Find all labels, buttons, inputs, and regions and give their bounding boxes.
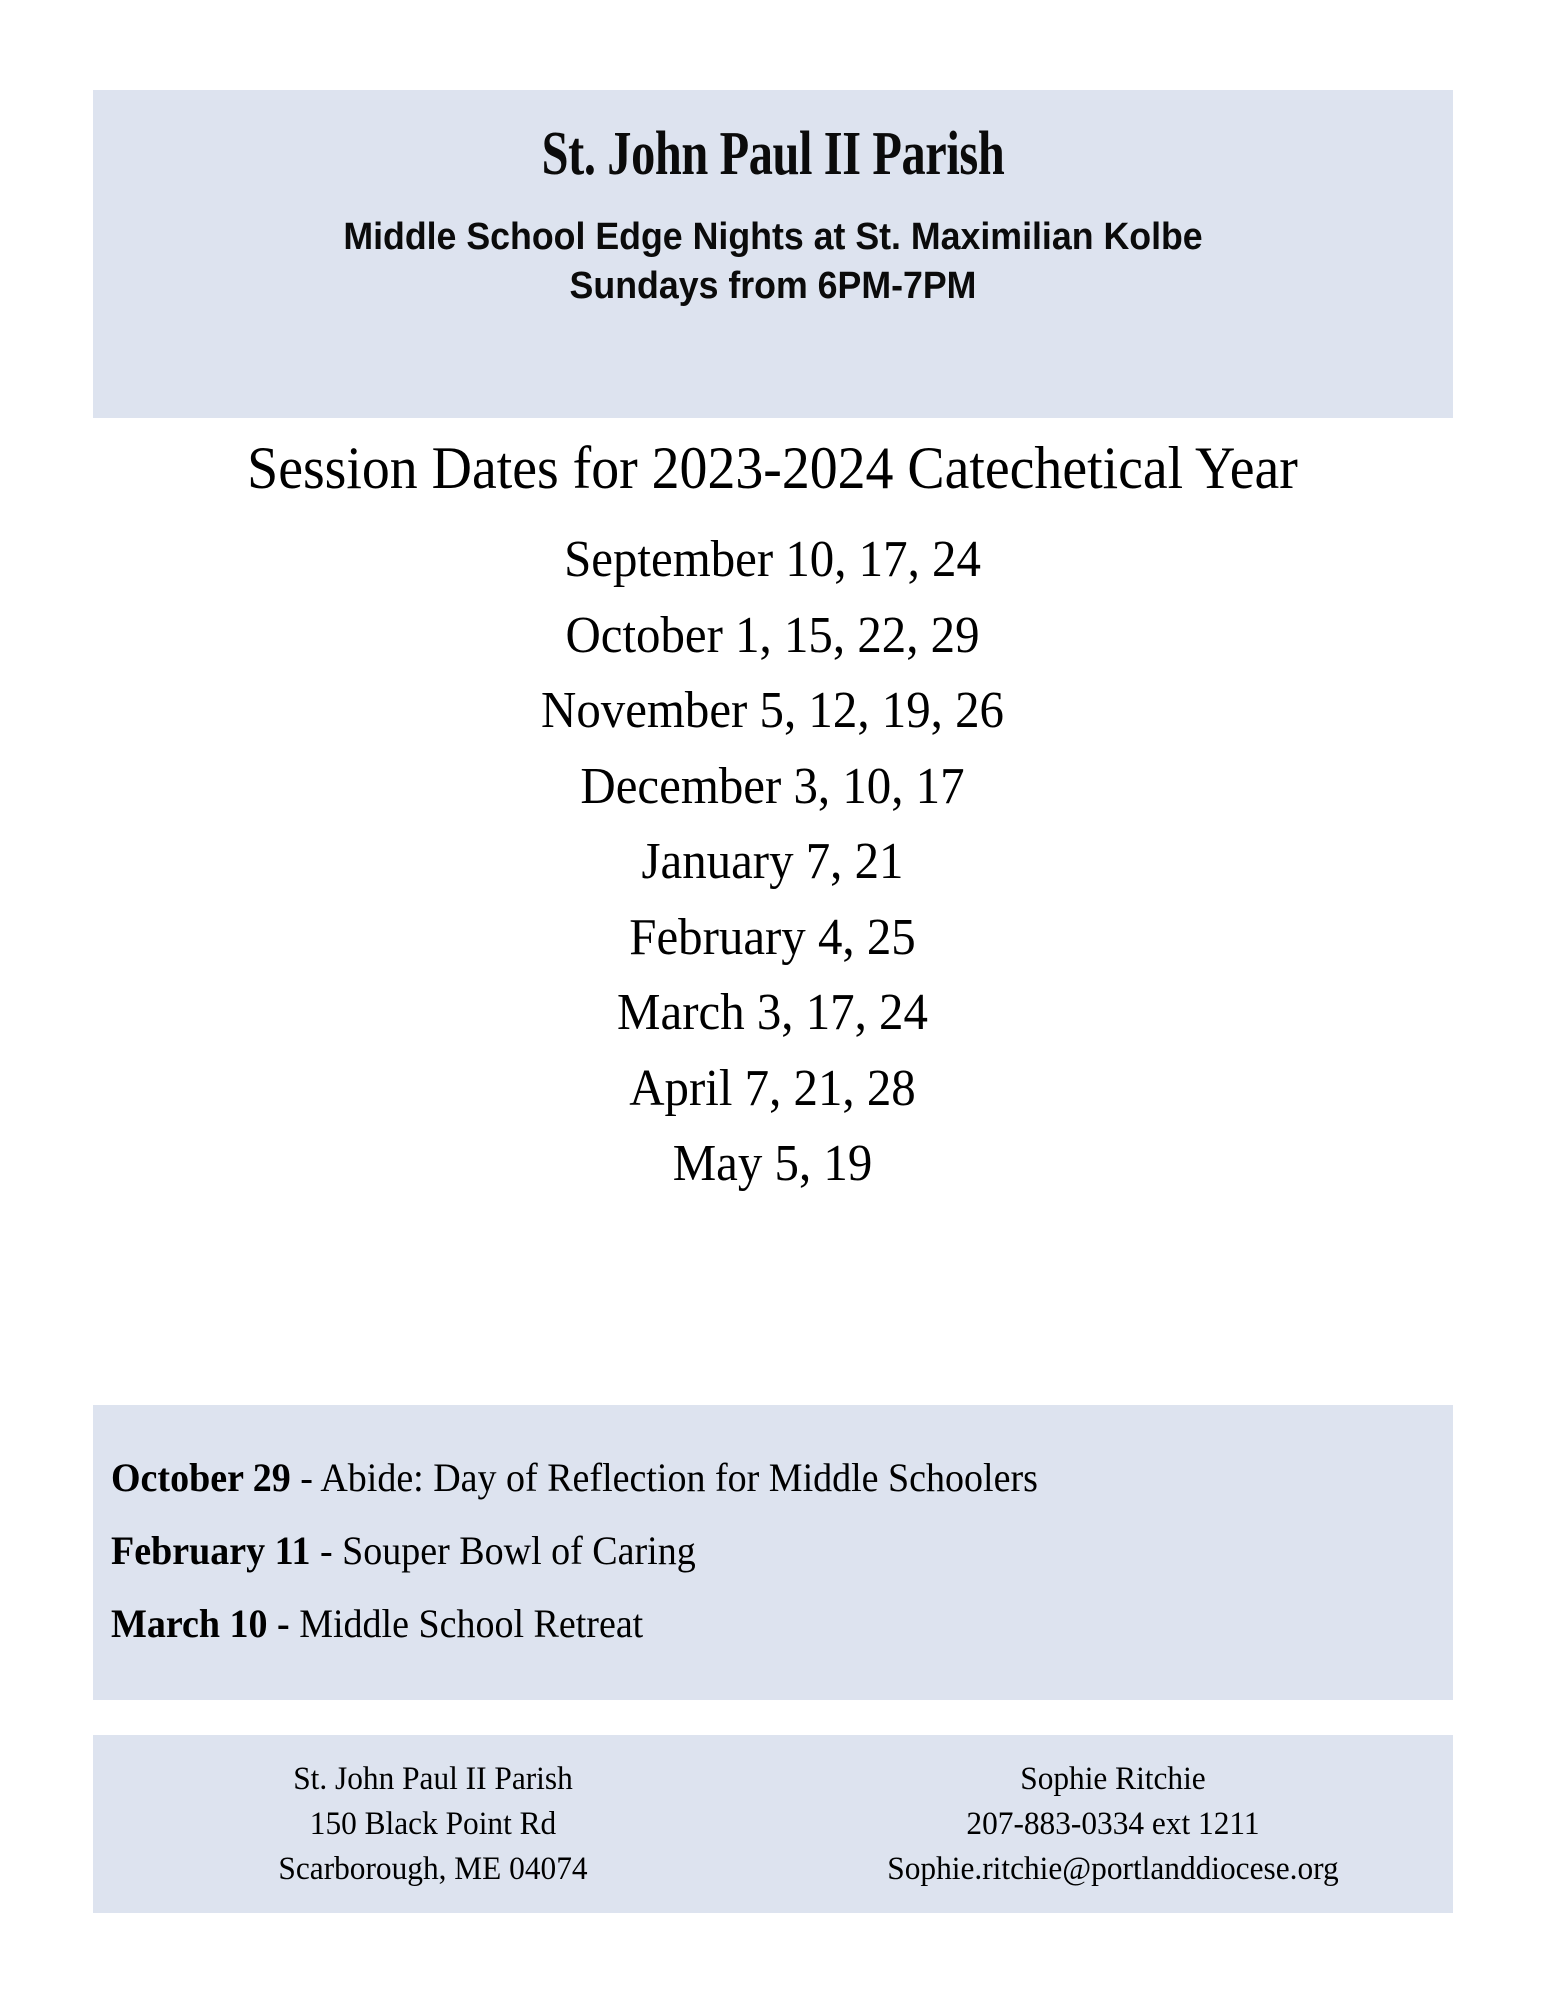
header-subtitle-line-2: Sundays from 6PM-7PM <box>569 265 977 308</box>
session-date-item: May 5, 19 <box>672 1135 873 1192</box>
session-date-item: February 4, 25 <box>629 908 916 966</box>
header-subtitle-group <box>93 213 1453 312</box>
special-event-row <box>111 1441 1386 1514</box>
special-event-date: October 29 <box>111 1455 291 1500</box>
special-event-row <box>111 1514 1386 1587</box>
footer-parish-street: 150 Black Point Rd <box>309 1806 557 1842</box>
session-date-item: October 1, 15, 22, 29 <box>565 606 980 664</box>
special-events-banner <box>93 1405 1453 1700</box>
header-subtitle-line-1: Middle School Edge Nights at St. Maximilian Kolbe <box>343 216 1203 259</box>
special-event-date: March 10 - <box>111 1601 290 1646</box>
session-date-item: January 7, 21 <box>641 833 904 890</box>
footer-parish-address <box>93 1757 773 1892</box>
footer-parish-name: St. John Paul II Parish <box>293 1761 573 1797</box>
session-date-list <box>0 522 1545 1202</box>
parish-title: St. John Paul II Parish <box>541 120 1005 188</box>
special-event-description: - Souper Bowl of Caring <box>310 1528 696 1573</box>
footer-contact-person <box>773 1757 1453 1892</box>
special-event-row <box>111 1587 1386 1660</box>
session-date-item: September 10, 17, 24 <box>564 531 981 588</box>
session-dates-heading: Session Dates for 2023-2024 Catechetical Year <box>247 435 1298 501</box>
session-date-item: April 7, 21, 28 <box>629 1059 916 1117</box>
special-event-date: February 11 <box>111 1528 311 1573</box>
contact-footer-banner <box>93 1735 1453 1913</box>
session-date-item: March 3, 17, 24 <box>617 984 928 1041</box>
session-date-item: November 5, 12, 19, 26 <box>541 682 1004 739</box>
special-event-description: - Abide: Day of Reflection for Middle Schoolers <box>290 1455 1038 1500</box>
header-banner <box>93 90 1453 418</box>
special-event-description: Middle School Retreat <box>289 1601 644 1646</box>
footer-contact-phone: 207-883-0334 ext 1211 <box>966 1806 1260 1842</box>
footer-parish-citystate: Scarborough, ME 04074 <box>278 1851 588 1887</box>
session-date-item: December 3, 10, 17 <box>580 757 965 815</box>
footer-contact-email: Sophie.ritchie@portlanddiocese.org <box>887 1851 1339 1887</box>
footer-contact-name: Sophie Ritchie <box>1020 1761 1206 1797</box>
